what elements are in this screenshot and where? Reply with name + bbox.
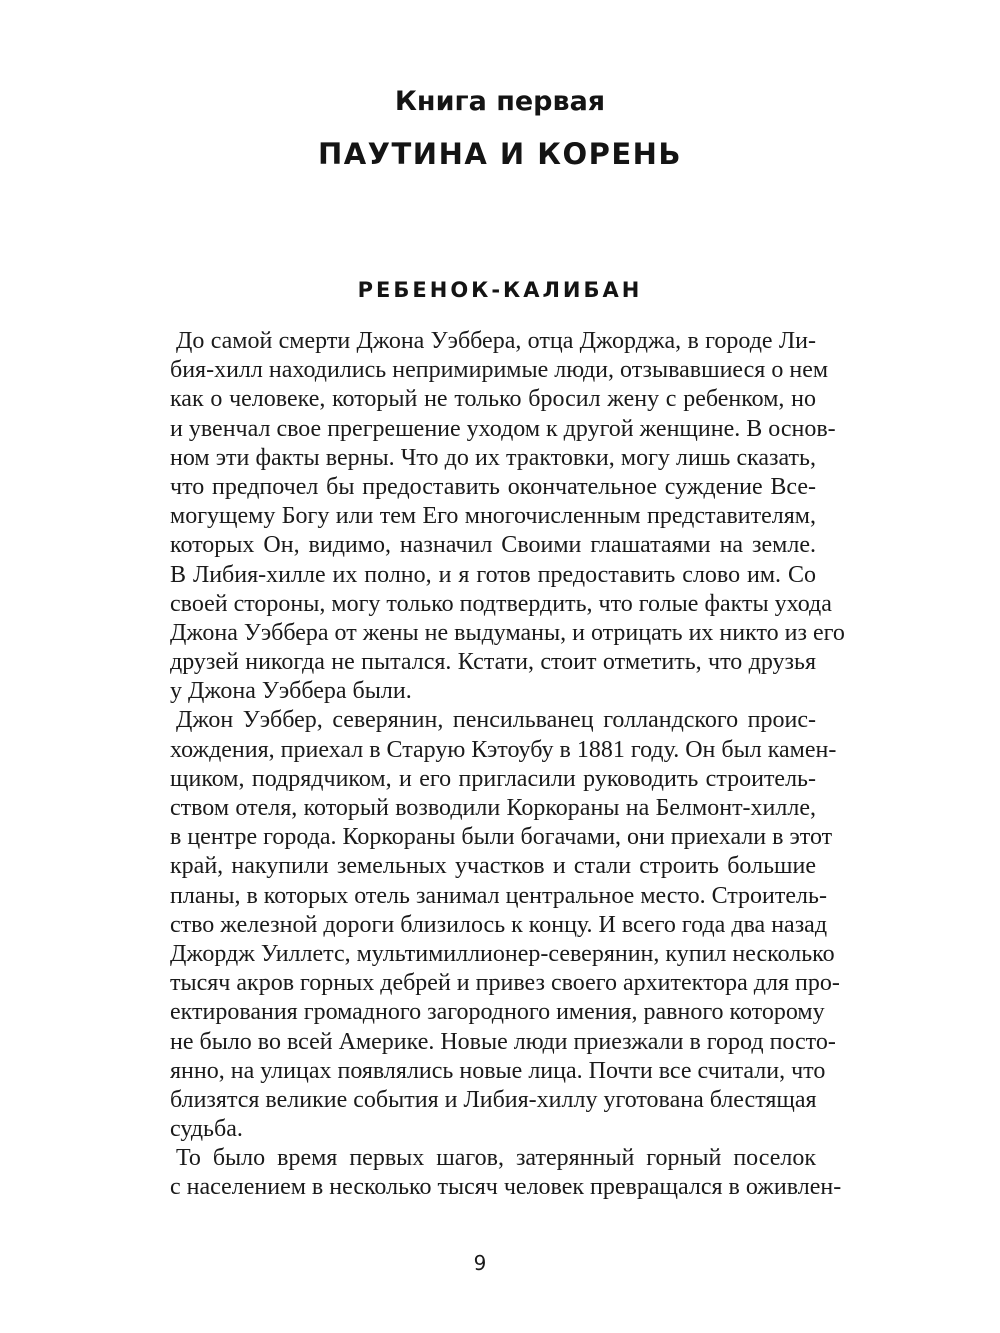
text-line: которых Он, видимо, назначил Своими глашатаями на земле. (170, 532, 816, 559)
text-line: До самой смерти Джона Уэббера, отца Джорджа, в городе Ли- (176, 328, 816, 354)
text-line: могущему Богу или тем Его многочисленным представителям, (170, 503, 816, 530)
text-line: не было во всей Америке. Новые люди приезжали в город посто- (170, 1028, 836, 1055)
text-line: друзей никогда не пытался. Кстати, стоит отметить, что друзья (170, 649, 816, 676)
text-line: Джона Уэббера от жены не выдуманы, и отрицать их никто из его (170, 619, 845, 646)
text-line: хождения, приехал в Старую Кэтоубу в 1881 году. Он был камен- (170, 736, 837, 763)
text-line: что предпочел бы предоставить окончательное суждение Все- (170, 473, 816, 500)
text-line: янно, на улицах появлялись новые лица. Почти все считали, что (170, 1057, 826, 1084)
text-line: судьба. (170, 1116, 243, 1143)
chapter-title: РЕБЕНОК-КАЛИБАН (357, 278, 643, 302)
book-title: ПАУТИНА И КОРЕНЬ (317, 137, 683, 171)
text-line: Джон Уэббер, северянин, пенсильванец голландского проис- (176, 707, 816, 734)
text-line: ством отеля, который возводили Коркораны на Белмонт-хилле, (170, 795, 816, 821)
page-number-value: 9 (473, 1251, 487, 1275)
body-text (170, 327, 845, 1203)
text-line: край, накупили земельных участков и стали строить большие (170, 853, 816, 880)
text-line: и увенчал свое прегрешение уходом к другой женщине. В основ- (170, 415, 836, 442)
text-line: бия-хилл находились непримиримые люди, отзывавшиеся о нем (170, 357, 829, 384)
text-line: В Либия-хилле их полно, и я готов предоставить слово им. Со (170, 561, 816, 588)
text-line: щиком, подрядчиком, и его пригласили руководить строитель- (170, 765, 816, 792)
text-line: ство железной дороги близилось к концу. И всего года два назад (170, 911, 828, 938)
text-line: Джордж Уиллетс, мультимиллионер-северянин, купил несколько (170, 940, 835, 967)
text-line: близятся великие события и Либия-хиллу уготована блестящая (170, 1086, 817, 1113)
text-line: ектирования громадного загородного имения, равного которому (170, 999, 825, 1026)
page-number (0, 1251, 1000, 1275)
text-line: своей стороны, могу только подтвердить, что голые факты ухода (170, 590, 832, 617)
book-label: Книга первая (394, 86, 606, 117)
text-line: То было время первых шагов, затерянный горный поселок (176, 1145, 816, 1172)
text-line: с населением в несколько тысяч человек превращался в оживлен- (170, 1174, 842, 1201)
text-line: планы, в которых отель занимал центральное место. Строитель- (170, 882, 827, 909)
text-line: ном эти факты верны. Что до их трактовки, могу лишь сказать, (170, 444, 816, 471)
text-line: у Джона Уэббера были. (170, 678, 412, 705)
text-line: тысяч акров горных дебрей и привез своего архитектора для про- (170, 970, 840, 997)
text-line: как о человеке, который не только бросил жену с ребенком, но (170, 386, 816, 413)
text-line: в центре города. Коркораны были богачами, они приехали в этот (170, 824, 833, 851)
